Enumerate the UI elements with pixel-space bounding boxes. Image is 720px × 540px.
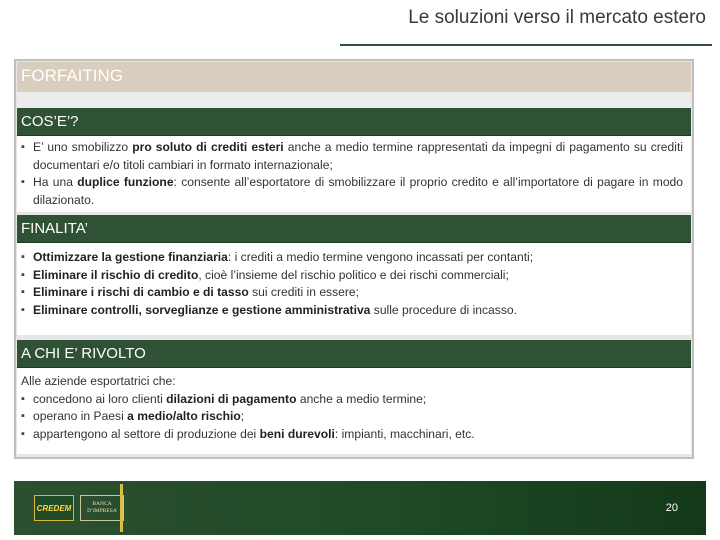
bold-text: Eliminare il rischio di credito — [33, 267, 199, 282]
bold-text: beni durevoli — [259, 426, 335, 441]
credem-logo: CREDEM — [34, 495, 74, 521]
bullet-list — [21, 249, 683, 319]
bullet-item — [21, 249, 683, 267]
bullet-item — [21, 174, 683, 209]
slide-title: Le soluzioni verso il mercato estero — [408, 7, 706, 28]
section-intro: Alle aziende esportatrici che: — [21, 374, 176, 388]
body-text: anche a medio termine rappresentati da impegni di pagamento su crediti documentari e/o titoli cambiari in formato internazionale; — [33, 140, 683, 172]
bold-text: pro soluto di crediti esteri — [132, 140, 284, 154]
bold-text: dilazioni di pagamento — [166, 391, 297, 406]
section-body-cose — [17, 136, 691, 212]
forfaiting-banner: FORFAITING — [17, 62, 691, 92]
body-text: : impianti, macchinari, etc. — [334, 426, 475, 441]
section-body-finalita — [17, 243, 691, 335]
bold-text: Eliminare controlli, sorveglianze e gestione amministrativa — [33, 302, 371, 317]
body-text: anche a medio termine; — [296, 391, 427, 406]
section-heading-a-chi: A CHI E’ RIVOLTO — [17, 340, 691, 368]
bullet-item — [21, 391, 683, 409]
section-heading-finalita: FINALITA’ — [17, 215, 691, 243]
footer-bar — [14, 481, 706, 535]
bullet-item — [21, 284, 683, 302]
body-text: concedono ai loro clienti — [33, 391, 167, 406]
body-text: : consente all’esportatore di smobilizzare il proprio credito e all’importatore di pagare in modo dilazionato. — [33, 175, 683, 207]
bullet-list — [21, 391, 683, 444]
banca-logo-line: D’IMPRESA — [87, 508, 117, 514]
bullet-item — [21, 408, 683, 426]
gold-divider — [120, 484, 123, 532]
bank-logo — [34, 491, 134, 525]
banca-impresa-logo — [80, 495, 124, 521]
bold-text: duplice funzione — [77, 175, 174, 190]
bullet-item — [21, 302, 683, 320]
body-text: sui crediti in essere; — [248, 285, 359, 300]
body-text: : i crediti a medio termine vengono incassati per contanti; — [227, 250, 534, 264]
section-body-a-chi — [17, 368, 691, 454]
page-number: 20 — [665, 502, 678, 514]
bold-text: a medio/alto rischio — [127, 409, 241, 424]
body-text: , cioè l’insieme del rischio politico e dei rischi commerciali; — [198, 267, 509, 282]
title-underline — [340, 44, 712, 46]
bullet-item — [21, 426, 683, 444]
body-text: Ha una — [33, 175, 78, 190]
body-text: ; — [240, 409, 245, 424]
body-text: operano in Paesi — [33, 409, 128, 424]
bullet-item — [21, 139, 683, 174]
body-text: E’ uno smobilizzo — [33, 140, 133, 154]
banca-logo-line: BANCA — [92, 501, 112, 507]
bullet-list — [21, 139, 683, 209]
bold-text: Eliminare i rischi di cambio e di tasso — [33, 285, 249, 300]
bold-text: Ottimizzare la gestione finanziaria — [33, 250, 228, 264]
spacer-strip — [17, 92, 691, 108]
bullet-item — [21, 267, 683, 285]
body-text: sulle procedure di incasso. — [370, 302, 517, 317]
section-heading-cose: COS’E’? — [17, 108, 691, 136]
body-text: appartengono al settore di produzione dei — [33, 426, 260, 441]
